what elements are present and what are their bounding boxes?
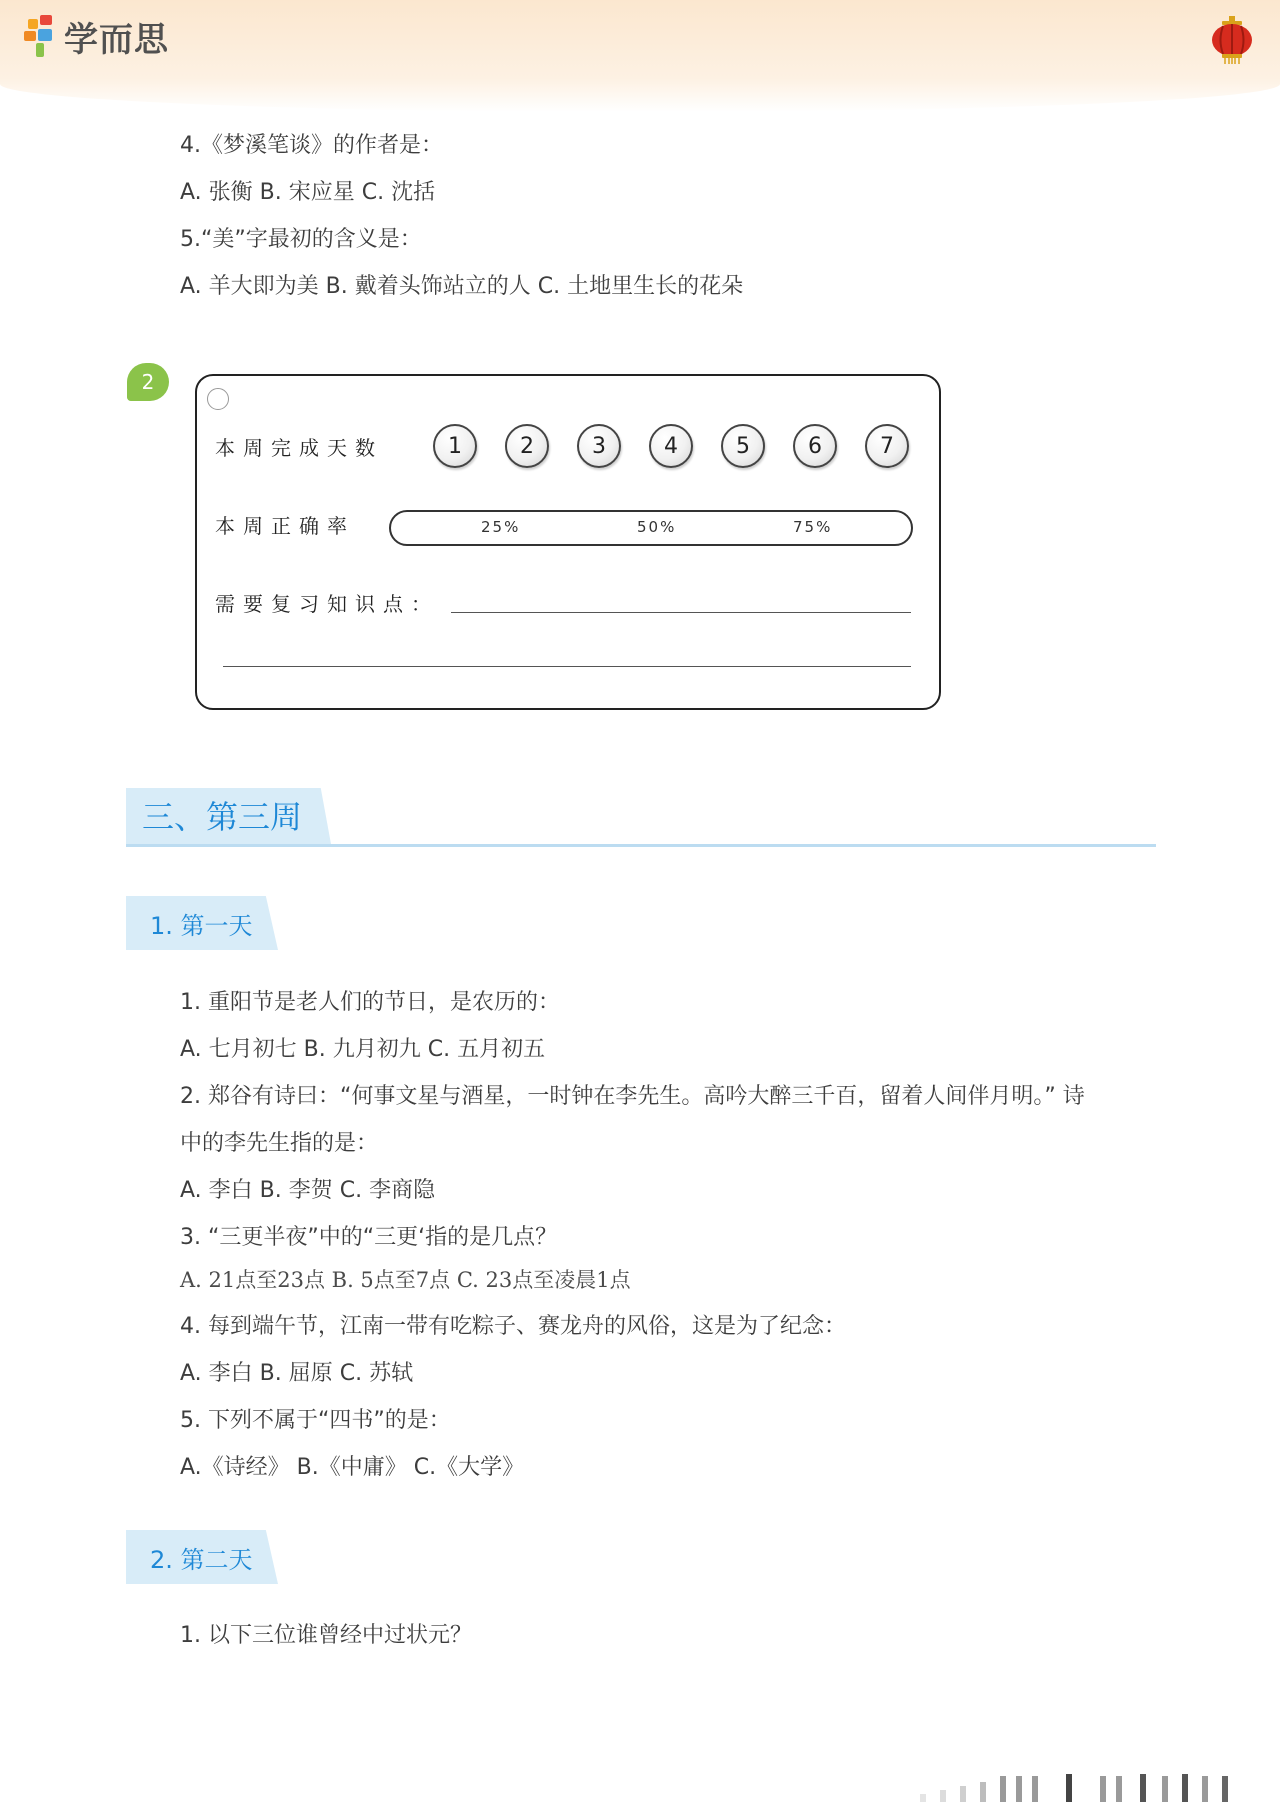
step-badge: 2	[127, 363, 169, 401]
logo-icon	[24, 15, 58, 59]
question-text: 5. 下列不属于“四书”的是：	[180, 1408, 451, 1433]
accuracy-mark-50: 50%	[637, 518, 677, 536]
day-circle-1[interactable]: 1	[433, 424, 477, 468]
days-label: 本周完成天数	[215, 436, 383, 460]
day-circle-7[interactable]: 7	[865, 424, 909, 468]
day-circle-5[interactable]: 5	[721, 424, 765, 468]
accuracy-scale[interactable]	[389, 510, 913, 546]
brand-name: 学而思	[64, 20, 169, 60]
question-options: A. 21点至23点 B. 5点至7点 C. 23点至凌晨1点	[180, 1268, 631, 1292]
lantern-icon	[1210, 16, 1254, 64]
question-options: A. 李白 B. 屈原 C. 苏轼	[180, 1361, 414, 1386]
footer-decoration	[900, 1772, 1260, 1802]
page-header	[0, 0, 1280, 112]
question-text: 3. “三更半夜”中的“三更‘指的是几点？	[180, 1225, 558, 1250]
question-options: A.《诗经》 B.《中庸》 C.《大学》	[180, 1455, 525, 1480]
question-text: 2. 郑谷有诗曰：“何事文星与酒星，一时钟在李先生。高吟大醉三千百，留着人间伴月明。” 诗	[180, 1084, 1085, 1109]
section-title: 三、第三周	[142, 798, 303, 836]
question-text: 1. 以下三位谁曾经中过状元？	[180, 1623, 472, 1648]
question-options: A. 张衡 B. 宋应星 C. 沈括	[180, 180, 436, 205]
day2-title: 2. 第二天	[150, 1546, 253, 1574]
ring-icon	[207, 388, 229, 410]
question-options: A. 七月初七 B. 九月初九 C. 五月初五	[180, 1037, 546, 1062]
question-text: 4.《梦溪笔谈》的作者是：	[180, 133, 443, 158]
question-options: A. 羊大即为美 B. 戴着头饰站立的人 C. 土地里生长的花朵	[180, 274, 744, 299]
day-circle-3[interactable]: 3	[577, 424, 621, 468]
question-text: 1. 重阳节是老人们的节日，是农历的：	[180, 990, 560, 1015]
weekly-check-card	[195, 374, 941, 710]
question-options: A. 李白 B. 李贺 C. 李商隐	[180, 1178, 436, 1203]
accuracy-label: 本周正确率	[215, 514, 355, 538]
day1-title: 1. 第一天	[150, 912, 253, 940]
day-circle-6[interactable]: 6	[793, 424, 837, 468]
section-divider	[126, 844, 1156, 847]
question-text: 5.“美”字最初的含义是：	[180, 227, 422, 252]
question-text: 中的李先生指的是：	[180, 1131, 379, 1156]
brand-logo	[24, 12, 169, 61]
review-line-1[interactable]	[451, 612, 911, 613]
accuracy-mark-75: 75%	[793, 518, 833, 536]
day-circle-2[interactable]: 2	[505, 424, 549, 468]
day-circle-4[interactable]: 4	[649, 424, 693, 468]
accuracy-mark-25: 25%	[481, 518, 521, 536]
review-label: 需要复习知识点：	[215, 592, 439, 616]
question-text: 4. 每到端午节，江南一带有吃粽子、赛龙舟的风俗，这是为了纪念：	[180, 1314, 846, 1339]
review-line-2[interactable]	[223, 666, 911, 667]
